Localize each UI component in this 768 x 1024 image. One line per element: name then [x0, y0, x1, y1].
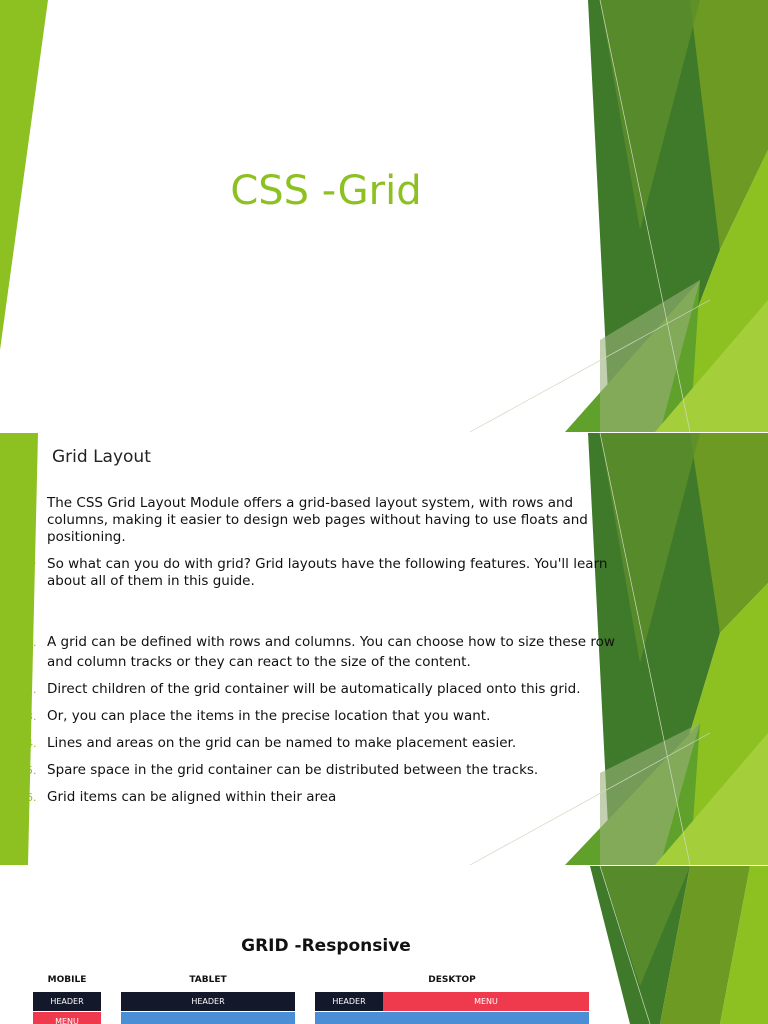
mobile-menu-block: MENU: [33, 1012, 101, 1024]
slide-title: CSS -Grid: [230, 168, 422, 214]
slide-title: GRID -Responsive: [241, 936, 411, 956]
list-item: 2. Direct children of the grid container will be automatically placed onto this grid.: [26, 681, 581, 697]
tablet-label: TABLET: [189, 975, 227, 985]
green-facet-decoration: [0, 0, 768, 432]
list-item: 6. Grid items can be aligned within their area: [26, 789, 337, 805]
triangle-bullet-icon: [28, 558, 36, 568]
desktop-label: DESKTOP: [428, 975, 476, 985]
bullet-item: So what can you do with grid? Grid layouts have the following features. You'll learn about all of them in this guide.: [28, 556, 608, 590]
triangle-bullet-icon: [28, 497, 36, 507]
bullet-item: The CSS Grid Layout Module offers a grid-based layout system, with rows and columns, making it easier to design web pages without having to use floats and positioning.: [28, 495, 608, 546]
tablet-content-block: [121, 1012, 295, 1024]
slide-title: Grid Layout: [52, 447, 151, 467]
grid-layout-slide: [0, 433, 768, 865]
mobile-header-block: HEADER: [33, 992, 101, 1011]
list-item: 3. Or, you can place the items in the precise location that you want.: [26, 708, 491, 724]
list-item: 1. A grid can be defined with rows and columns. You can choose how to size these row and column tracks or they can react to the size of the content.: [26, 634, 615, 670]
list-item: 4. Lines and areas on the grid can be named to make placement easier.: [26, 735, 517, 751]
desktop-menu-block: MENU: [383, 992, 589, 1011]
mobile-label: MOBILE: [47, 975, 87, 985]
list-item: 5. Spare space in the grid container can be distributed between the tracks.: [26, 762, 539, 778]
bullet-list: [28, 495, 608, 600]
grid-responsive-slide: [0, 866, 768, 1024]
desktop-header-block: HEADER: [315, 992, 383, 1011]
tablet-header-block: HEADER: [121, 992, 295, 1011]
desktop-content-block: [315, 1012, 589, 1024]
title-slide: [0, 0, 768, 432]
feature-list: [26, 632, 616, 814]
